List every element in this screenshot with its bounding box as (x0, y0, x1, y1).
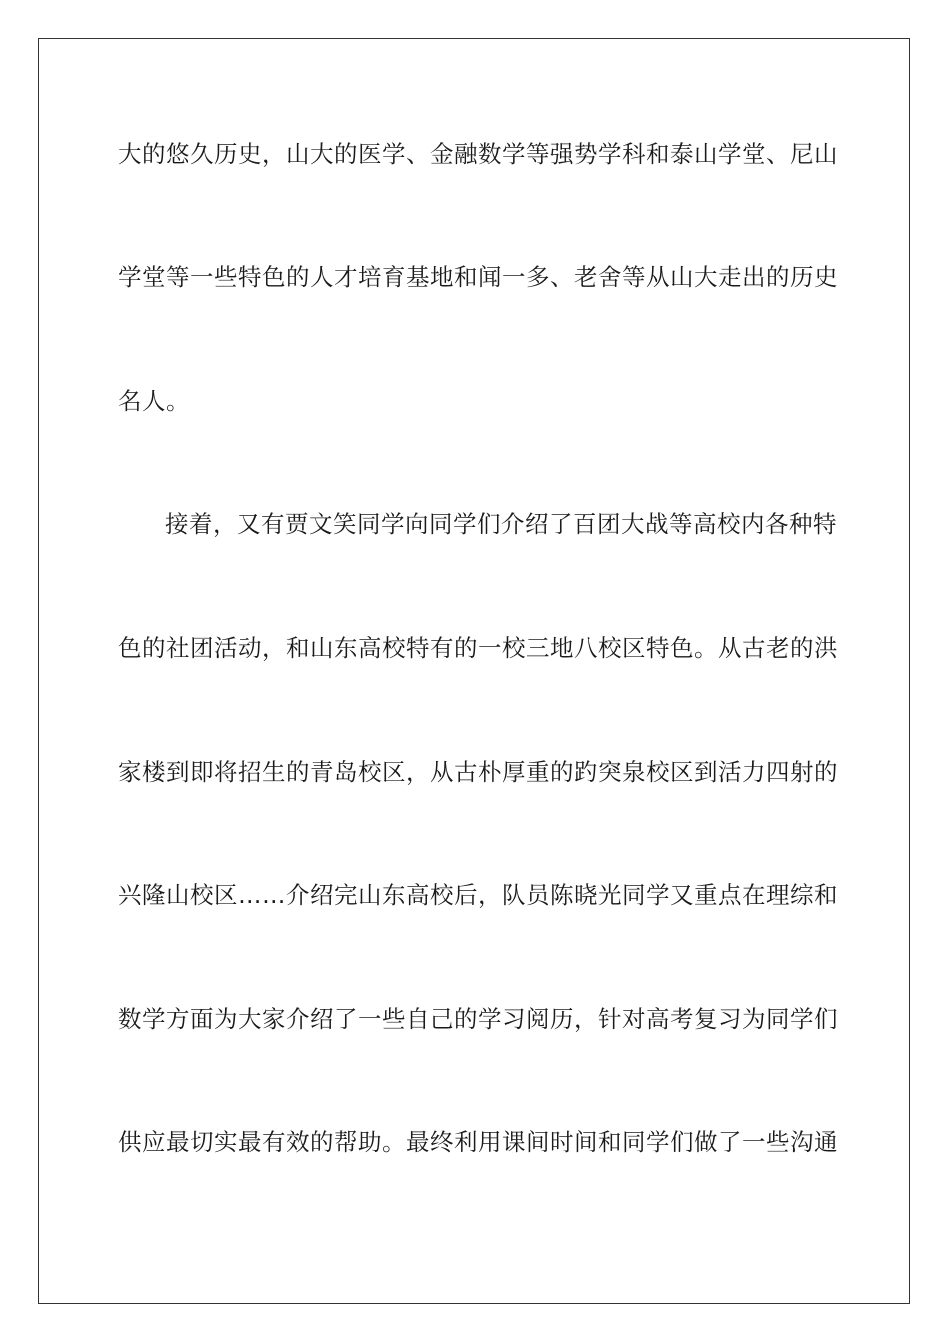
paragraph-line-9: 供应最切实最有效的帮助。最终利用课间时间和同学们做了一些沟通 (118, 1128, 838, 1156)
page-border (38, 38, 910, 1304)
paragraph-line-5: 色的社团活动，和山东高校特有的一校三地八校区特色。从古老的洪 (118, 634, 838, 662)
paragraph-line-2: 学堂等一些特色的人才培育基地和闻一多、老舍等从山大走出的历史 (118, 263, 838, 291)
paragraph-line-4: 接着，又有贾文笑同学向同学们介绍了百团大战等高校内各种特 (165, 510, 837, 538)
paragraph-line-6: 家楼到即将招生的青岛校区，从古朴厚重的趵突泉校区到活力四射的 (118, 758, 838, 786)
paragraph-line-7: 兴隆山校区……介绍完山东高校后，队员陈晓光同学又重点在理综和 (118, 881, 838, 909)
paragraph-line-8: 数学方面为大家介绍了一些自己的学习阅历，针对高考复习为同学们 (118, 1005, 838, 1033)
paragraph-line-1: 大的悠久历史，山大的医学、金融数学等强势学科和泰山学堂、尼山 (118, 140, 838, 168)
paragraph-line-3: 名人。 (118, 387, 190, 415)
